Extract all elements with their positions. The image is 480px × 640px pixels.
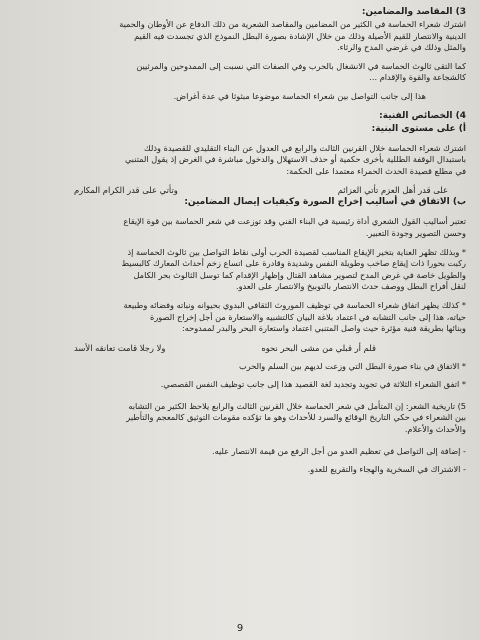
sec4-c-line: والطويل خاصة في غرض المدح لتصوير مشاهد القتال وإظهار الإقدام كما توسل الثالوث بحر الكامل xyxy=(133,269,466,280)
sec4-c-line: ركبت بحورا ذات إيقاع صاخب وطويلة النفس وشديدة وقادرة على اتساع زخم أحداث المعارك كالبسيط xyxy=(121,258,466,269)
sec5-h-line: - الاشتراك في السخرية والهجاء والتقريع للعدو. xyxy=(307,464,466,475)
subsection-a-heading: أ) على مستوى البنية: xyxy=(371,123,466,134)
sec4-a-line: اشترك شعراء الحماسة خلال القرنين الثالث والرابع في العدول عن البناء التقليدي للقصيدة وذلك xyxy=(143,142,466,153)
sec4-b-line: وحسن التصوير وجودة التعبير. xyxy=(365,227,466,238)
sec3-p1-line: الدينية والانتصار للقيم الأصيلة وذلك من خلال الإشادة بصورة البطل النموذج الذي تجسدت فيه القيم xyxy=(134,30,466,41)
section-3-heading: 3) المقاصد والمضامين: xyxy=(361,7,466,17)
poem-verse-1 xyxy=(14,184,466,196)
verse-1-first-hemistich: على قدر أهل العزم تأتي العزائم xyxy=(337,185,448,196)
sec3-p1-line: والمثل وذلك في غرضي المدح والرثاء. xyxy=(336,42,466,53)
verse-2-first-hemistich: قلم أر قبلي من مشى البحر نحوه xyxy=(261,342,376,353)
sec3-p1-line: اشترك شعراء الحماسة في الكثير من المضامين والمقاصد الشعرية من ذلك الدفاع عن الأوطان والحمية xyxy=(119,19,466,29)
sec4-e-line: * الاتفاق في بناء صورة البطل التي وزعت لديهم بين السلم والحرب xyxy=(239,360,466,371)
sec4-d-line: * كذلك يظهر اتفاق شعراء الحماسة في توظيف الموروث الثقافي البدوي بحيوانه ونباته وفضائه وطبيعة xyxy=(123,299,466,310)
sec5-g-line: - إضافة إلى التواصل في تعظيم العدو من أجل الرفع من قيمة الانتصار عليه. xyxy=(211,445,466,456)
sec4-d-line: حياته، هذا إلى جانب التشابه في اعتماد بلاغة البيان كالتشبيه والاستعارة من أجل إخراج الصورة xyxy=(150,311,466,322)
page-number: 9 xyxy=(236,623,244,634)
sec5-line: بين الشعراء في حكي التاريخ الوقائع والسرد للأحداث وهو ما تؤكده مقومات التوثيق كالمعجم والتأطير xyxy=(126,412,466,423)
section-4-heading: 4) الخصائص الفنية: xyxy=(379,110,466,121)
sec4-f-line: * اتفق الشعراء الثلاثة في تجويد وتجديد لغة القصيد هذا إلى جانب توظيف النفس القصصي. xyxy=(160,379,466,390)
subsection-b-heading: ب) الاتفاق في أساليب إخراج الصورة وكيفيات إيصال المضامين: xyxy=(184,197,466,208)
sec4-d-line: وبنائها بطريقة فنية مؤثرة حيث واصل المتنبي اعتماد واستعارة البحر والبدر لممدوحه: xyxy=(182,323,466,334)
sec3-p3: هذا إلى جانب التواصل بين شعراء الحماسة موضوعا مبثوثا في عدة أغراض. xyxy=(173,90,426,101)
sec3-p2-line: كالشجاعة والقوة والإقدام ... xyxy=(369,72,466,83)
verse-1-second-hemistich: وتأتي على قدر الكرام المكارم xyxy=(74,185,178,196)
verse-2-second-hemistich: ولا رجلا قامت تعانقه الأسد xyxy=(74,342,166,353)
sec5-line: والأحداث والأعلام. xyxy=(404,424,466,435)
sec4-c-line: لنقل أفراح البطل ووصف حدث الانتصار بالتوبيخ والانتصار على العدو. xyxy=(236,281,466,292)
sec4-b-line: تعتبر أساليب القول الشعري أداة رئيسية في البناء الفني وقد توزعت في شعر الحماسة بين قوة الإيقاع xyxy=(123,216,466,227)
sec5-line: 5) تاريخية الشعر: إن المتأمل في شعر الحماسة خلال القرنين الثالث والرابع يلاحظ الكثير من التشابه xyxy=(128,400,466,411)
sec4-a-line: باستبدال الوقفة الطللية بأخرى حكمية أو حذف الاستهلال والدخول مباشرة في الغرض إذ يقول المتنبي xyxy=(124,154,466,165)
sec4-c-line: * وبذلك تظهر العناية بتخير الإيقاع المناسب لقصيدة الحرب أولى نقاط التواصل بين ثالوث الحماسة إذ xyxy=(127,246,466,257)
sec4-a-line: في مطلع قصيدة الحدث الحمراء معتمدا على الحكمة: xyxy=(286,165,466,176)
poem-verse-2 xyxy=(14,342,466,354)
sec3-p2-line: كما التقى ثالوث الحماسة في الانشغال بالحرب وفي الصفات التي نسبت إلى الممدوحين والمرثيين xyxy=(136,60,466,71)
